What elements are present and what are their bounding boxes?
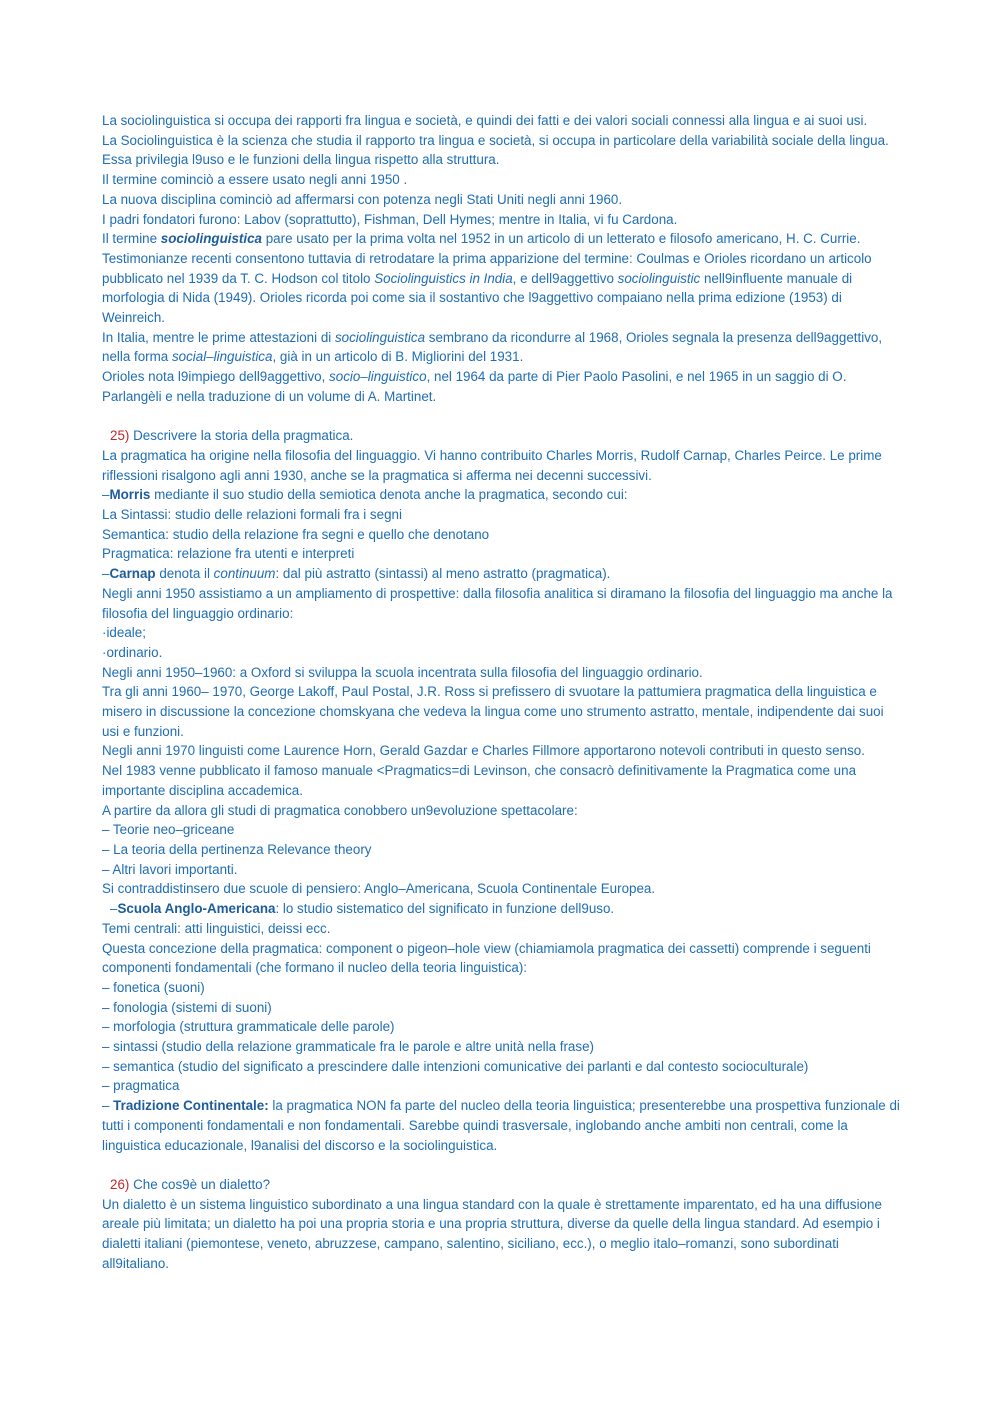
- question-number: 26): [110, 1176, 130, 1192]
- paragraph: La pragmatica ha origine nella filosofia del linguaggio. Vi hanno contribuito Charles Morris, Rudolf Carnap, Charles Peirce. Le prime riflessioni risalgono agli anni 1930, anche se la pragmatica si afferma nei decenni successivi.: [102, 447, 882, 483]
- dash: –: [102, 487, 110, 503]
- paragraph: [102, 899, 902, 919]
- paragraph: Si contraddistinsero due scuole di pensiero: Anglo–Americana, Scuola Continentale Europea.: [102, 881, 656, 897]
- list-item: La Sintassi: studio delle relazioni formali fra i segni: [102, 507, 402, 523]
- paragraph: Essa privilegia l9uso e le funzioni della lingua rispetto alla struttura.: [102, 152, 500, 168]
- paragraph: Temi centrali: atti linguistici, deissi ecc.: [102, 920, 331, 936]
- paragraph: A partire da allora gli studi di pragmatica conobbero un9evoluzione spettacolare:: [102, 802, 578, 818]
- list-item: – Altri lavori importanti.: [102, 861, 238, 877]
- list-item: – sintassi (studio della relazione grammaticale fra le parole e altre unità nella frase): [102, 1039, 594, 1055]
- text: In Italia, mentre le prime attestazioni di: [102, 329, 335, 345]
- term-italic: socio–linguistico: [329, 369, 427, 385]
- title-italic: Sociolinguistics in India: [374, 270, 513, 286]
- list-item: Semantica: studio della relazione fra segni e quello che denotano: [102, 526, 490, 542]
- text: denota il: [155, 566, 214, 582]
- name-bold: Morris: [109, 487, 151, 503]
- text: Orioles nota l9impiego dell9aggettivo,: [102, 369, 330, 385]
- paragraph: Questa concezione della pragmatica: component o pigeon–hole view (chiamiamola pragmatica dei cassetti) comprende i seguenti componenti fondamentali (che formano il nucleo della teoria linguistica):: [102, 940, 871, 976]
- paragraph: Tra gli anni 1960– 1970, George Lakoff, Paul Postal, J.R. Ross si prefissero di svuotare la pattumiera pragmatica della linguistica e misero in discussione la concezione chomskyana che vedeva la lingua come uno strumento astratto, mentale, indipendente dai suoi usi e funzioni.: [102, 684, 884, 739]
- question-number: 25): [110, 428, 130, 444]
- list-item: – Teorie neo–griceane: [102, 822, 235, 838]
- paragraph: Il termine cominciò a essere usato negli anni 1950 .: [102, 172, 408, 188]
- name-bold: Scuola Anglo-Americana: [117, 901, 276, 917]
- text: pare usato per la prima volta nel 1952 in un articolo di un letterato e filosofo americano, H. C. Currie. Testimonianze recenti consentono tuttavia di retrodatare la prima apparizione del termine: Coulmas e Orioles ricordano un articolo pubblicato nel 1939 da T. C. Hodson col titolo: [102, 231, 872, 286]
- dash: –: [102, 566, 110, 582]
- paragraph: [102, 229, 902, 328]
- list-item: – La teoria della pertinenza Relevance theory: [102, 842, 372, 857]
- text: sembrano da ricondurre al 1968, Orioles segnala la presenza dell9aggettivo, nella forma: [102, 329, 883, 365]
- question-heading-25: [102, 426, 902, 446]
- paragraph: Un dialetto è un sistema linguistico subordinato a una lingua standard con la quale è strettamente imparentato, ed ha una diffusione areale più limitata; un dialetto ha poi una propria storia e una propria struttura, diverse da quelle della lingua standard. Ad esempio i dialetti italiani (piemontese, veneto, abruzzese, campano, salentino, siciliano, ecc.), o meglio italo–romanzi, sono subordinati all9italiano.: [102, 1196, 882, 1271]
- dash: –: [102, 1098, 114, 1114]
- dash: –: [110, 901, 118, 917]
- paragraph: La sociolinguistica si occupa dei rapporti fra lingua e società, e quindi dei fatti e dei valori sociali connessi alla lingua e ai suoi usi.: [102, 113, 868, 128]
- term-italic: sociolinguistica: [334, 329, 426, 345]
- paragraph: [102, 564, 902, 584]
- paragraph: [102, 1096, 902, 1155]
- paragraph: La Sociolinguistica è la scienza che studia il rapporto tra lingua e società, si occupa in particolare della variabilità sociale della lingua.: [102, 132, 889, 148]
- paragraph: Negli anni 1970 linguisti come Laurence Horn, Gerald Gazdar e Charles Fillmore apportarono notevoli contributi in questo senso.: [102, 743, 865, 759]
- term-italic: continuum: [213, 566, 276, 582]
- text: Il termine: [102, 231, 161, 247]
- text: : lo studio sistematico del significato in funzione dell9uso.: [275, 901, 615, 917]
- text: nell9influente manuale di morfologia di Nida (1949). Orioles ricorda poi come sia il sostantivo che l9aggettivo compaiano nella prima edizione (1953) di Weinreich.: [102, 270, 853, 326]
- text: : dal più astratto (sintassi) al meno astratto (pragmatica).: [275, 566, 611, 582]
- paragraph: La nuova disciplina cominciò ad affermarsi con potenza negli Stati Uniti negli anni 1960.: [102, 191, 623, 207]
- question-title: Che cos9è un dialetto?: [129, 1176, 271, 1192]
- paragraph: [102, 367, 902, 406]
- text: , nel 1964 da parte di Pier Paolo Pasolini, e nel 1965 in un saggio di O. Parlangèli e nella traduzione di un volume di A. Martinet.: [102, 369, 847, 404]
- text: , e dell9aggettivo: [512, 270, 618, 286]
- term-italic: sociolinguistic: [617, 270, 701, 286]
- paragraph: Negli anni 1950–1960: a Oxford si sviluppa la scuola incentrata sulla filosofia del linguaggio ordinario.: [102, 664, 703, 680]
- term-italic: social–linguistica: [171, 349, 273, 365]
- list-item: – pragmatica: [102, 1078, 180, 1094]
- text: la pragmatica NON fa parte del nucleo della teoria linguistica; presenterebbe una prospettiva funzionale di tutti i componenti fondamentali e non fondamentali. Sarebbe quindi trasversale, inglobando anche ambiti non centrali, come la linguistica educazionale, l9analisi del discorso e la sociolinguistica.: [102, 1098, 900, 1153]
- list-item: – semantica (studio del significato a prescindere dalle intenzioni comunicative dei parlanti e dal contesto socioculturale): [102, 1058, 809, 1074]
- list-item: ·ideale;: [102, 625, 146, 641]
- question-heading-26: [102, 1175, 902, 1195]
- list-item: – fonologia (sistemi di suoni): [102, 999, 272, 1015]
- paragraph: I padri fondatori furono: Labov (soprattutto), Fishman, Dell Hymes; mentre in Italia, vi fu Cardona.: [102, 211, 678, 227]
- term-emphasis: sociolinguistica: [160, 231, 262, 247]
- list-item: ·ordinario.: [102, 644, 163, 660]
- paragraph: Nel 1983 venne pubblicato il famoso manuale <Pragmatics=di Levinson, che consacrò definitivamente la Pragmatica come una importante disciplina accademica.: [102, 763, 857, 798]
- name-bold: Carnap: [109, 566, 156, 582]
- paragraph: Negli anni 1950 assistiamo a un ampliamento di prospettive: dalla filosofia analitica si diramano la filosofia del linguaggio ma anche la filosofia del linguaggio ordinario:: [102, 585, 893, 621]
- text: , già in un articolo di B. Migliorini del 1931.: [272, 349, 524, 365]
- list-item: – morfologia (struttura grammaticale delle parole): [102, 1019, 395, 1035]
- list-item: Pragmatica: relazione fra utenti e interpreti: [102, 546, 355, 562]
- text: mediante il suo studio della semiotica denota anche la pragmatica, secondo cui:: [150, 487, 628, 503]
- paragraph: [102, 328, 902, 367]
- list-item: – fonetica (suoni): [102, 979, 205, 995]
- name-bold: Tradizione Continentale:: [113, 1098, 269, 1114]
- question-title: Descrivere la storia della pragmatica.: [129, 428, 354, 444]
- paragraph: [102, 485, 902, 505]
- document-page: [102, 111, 902, 1273]
